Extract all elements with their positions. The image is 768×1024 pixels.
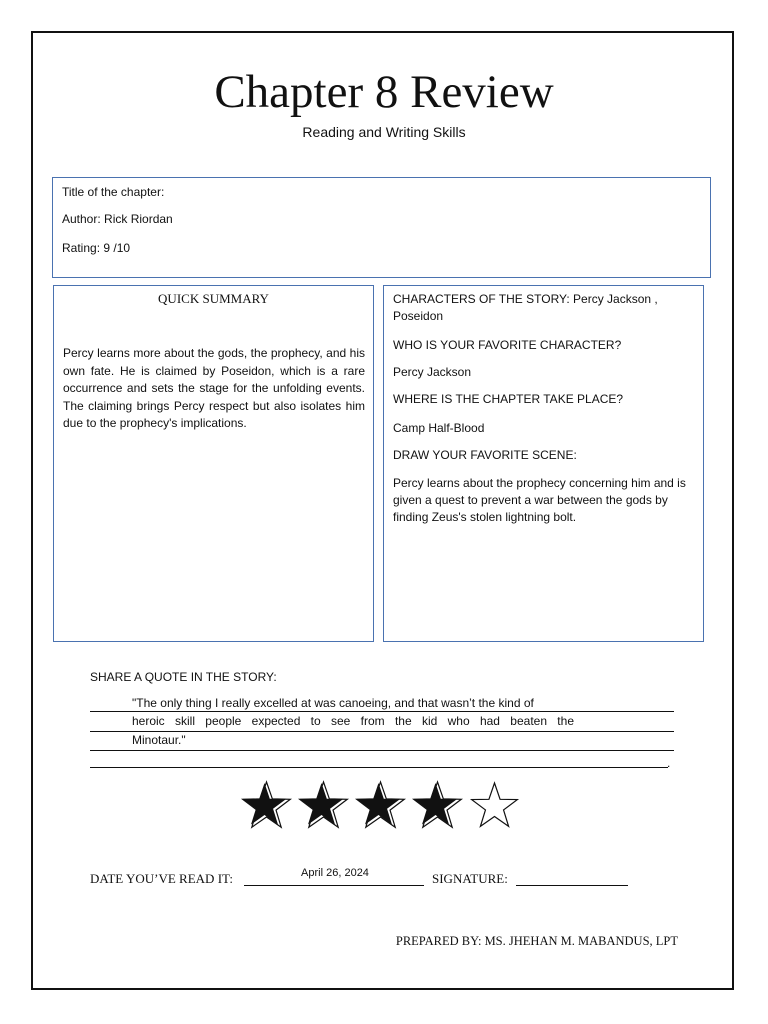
quote-end-mark: . <box>667 756 671 770</box>
filled-star-icon <box>409 776 466 834</box>
scene-answer: Percy learns about the prophecy concerning him and is given a quest to prevent a war between the gods by finding Zeus's stolen lightning bolt. <box>393 476 686 524</box>
favorite-character-answer: Percy Jackson <box>393 365 472 379</box>
place-answer: Camp Half-Blood <box>393 421 485 435</box>
quote-rule-3 <box>90 750 674 751</box>
scene-question: DRAW YOUR FAVORITE SCENE: <box>393 448 577 462</box>
quote-label: SHARE A QUOTE IN THE STORY: <box>90 670 277 684</box>
author-field: Author: Rick Riordan <box>62 212 173 226</box>
page-subtitle: Reading and Writing Skills <box>302 124 466 140</box>
summary-text: Percy learns more about the gods, the prophecy, and his own fate. He is claimed by Poseidon, which is a rare occurrence and sets the stage for the unfolding events. The claiming brings Percy respect but also isolates him due to the prophecy's implications. <box>63 346 365 430</box>
rating-field: Rating: 9 /10 <box>62 241 131 255</box>
quote-line-1: "The only thing I really excelled at was canoeing, and that wasn’t the kind of <box>132 696 534 710</box>
quick-summary-box <box>53 285 374 642</box>
quote-rule-1 <box>90 711 674 712</box>
filled-star-icon <box>295 776 352 834</box>
prepared-by: PREPARED BY: MS. JHEHAN M. MABANDUS, LPT <box>395 934 678 948</box>
quote-line-3: Minotaur." <box>132 733 186 747</box>
favorite-character-question: WHO IS YOUR FAVORITE CHARACTER? <box>393 338 622 352</box>
quote-rule-4 <box>90 767 668 768</box>
chapter-info-box <box>52 177 711 278</box>
quote-rule-2 <box>90 731 674 732</box>
characters-line: CHARACTERS OF THE STORY: Percy Jackson , Poseidon <box>393 292 658 323</box>
empty-star-icon <box>466 776 523 834</box>
summary-heading: QUICK SUMMARY <box>158 291 269 306</box>
date-read-line <box>244 885 424 886</box>
place-question: WHERE IS THE CHAPTER TAKE PLACE? <box>393 392 624 406</box>
date-read-value: April 26, 2024 <box>301 867 369 879</box>
filled-star-icon <box>352 776 409 834</box>
signature-label: SIGNATURE: <box>432 871 508 886</box>
signature-line <box>516 885 628 886</box>
page-title: Chapter 8 Review <box>214 66 554 118</box>
filled-star-icon <box>238 776 295 834</box>
characters-box <box>383 285 704 642</box>
quote-line-2: heroic skill people expected to see from the kid who had beaten the <box>132 714 574 728</box>
date-read-label: DATE YOU’VE READ IT: <box>90 871 233 886</box>
star-rating <box>238 776 523 834</box>
chapter-title-field: Title of the chapter: <box>62 185 165 199</box>
